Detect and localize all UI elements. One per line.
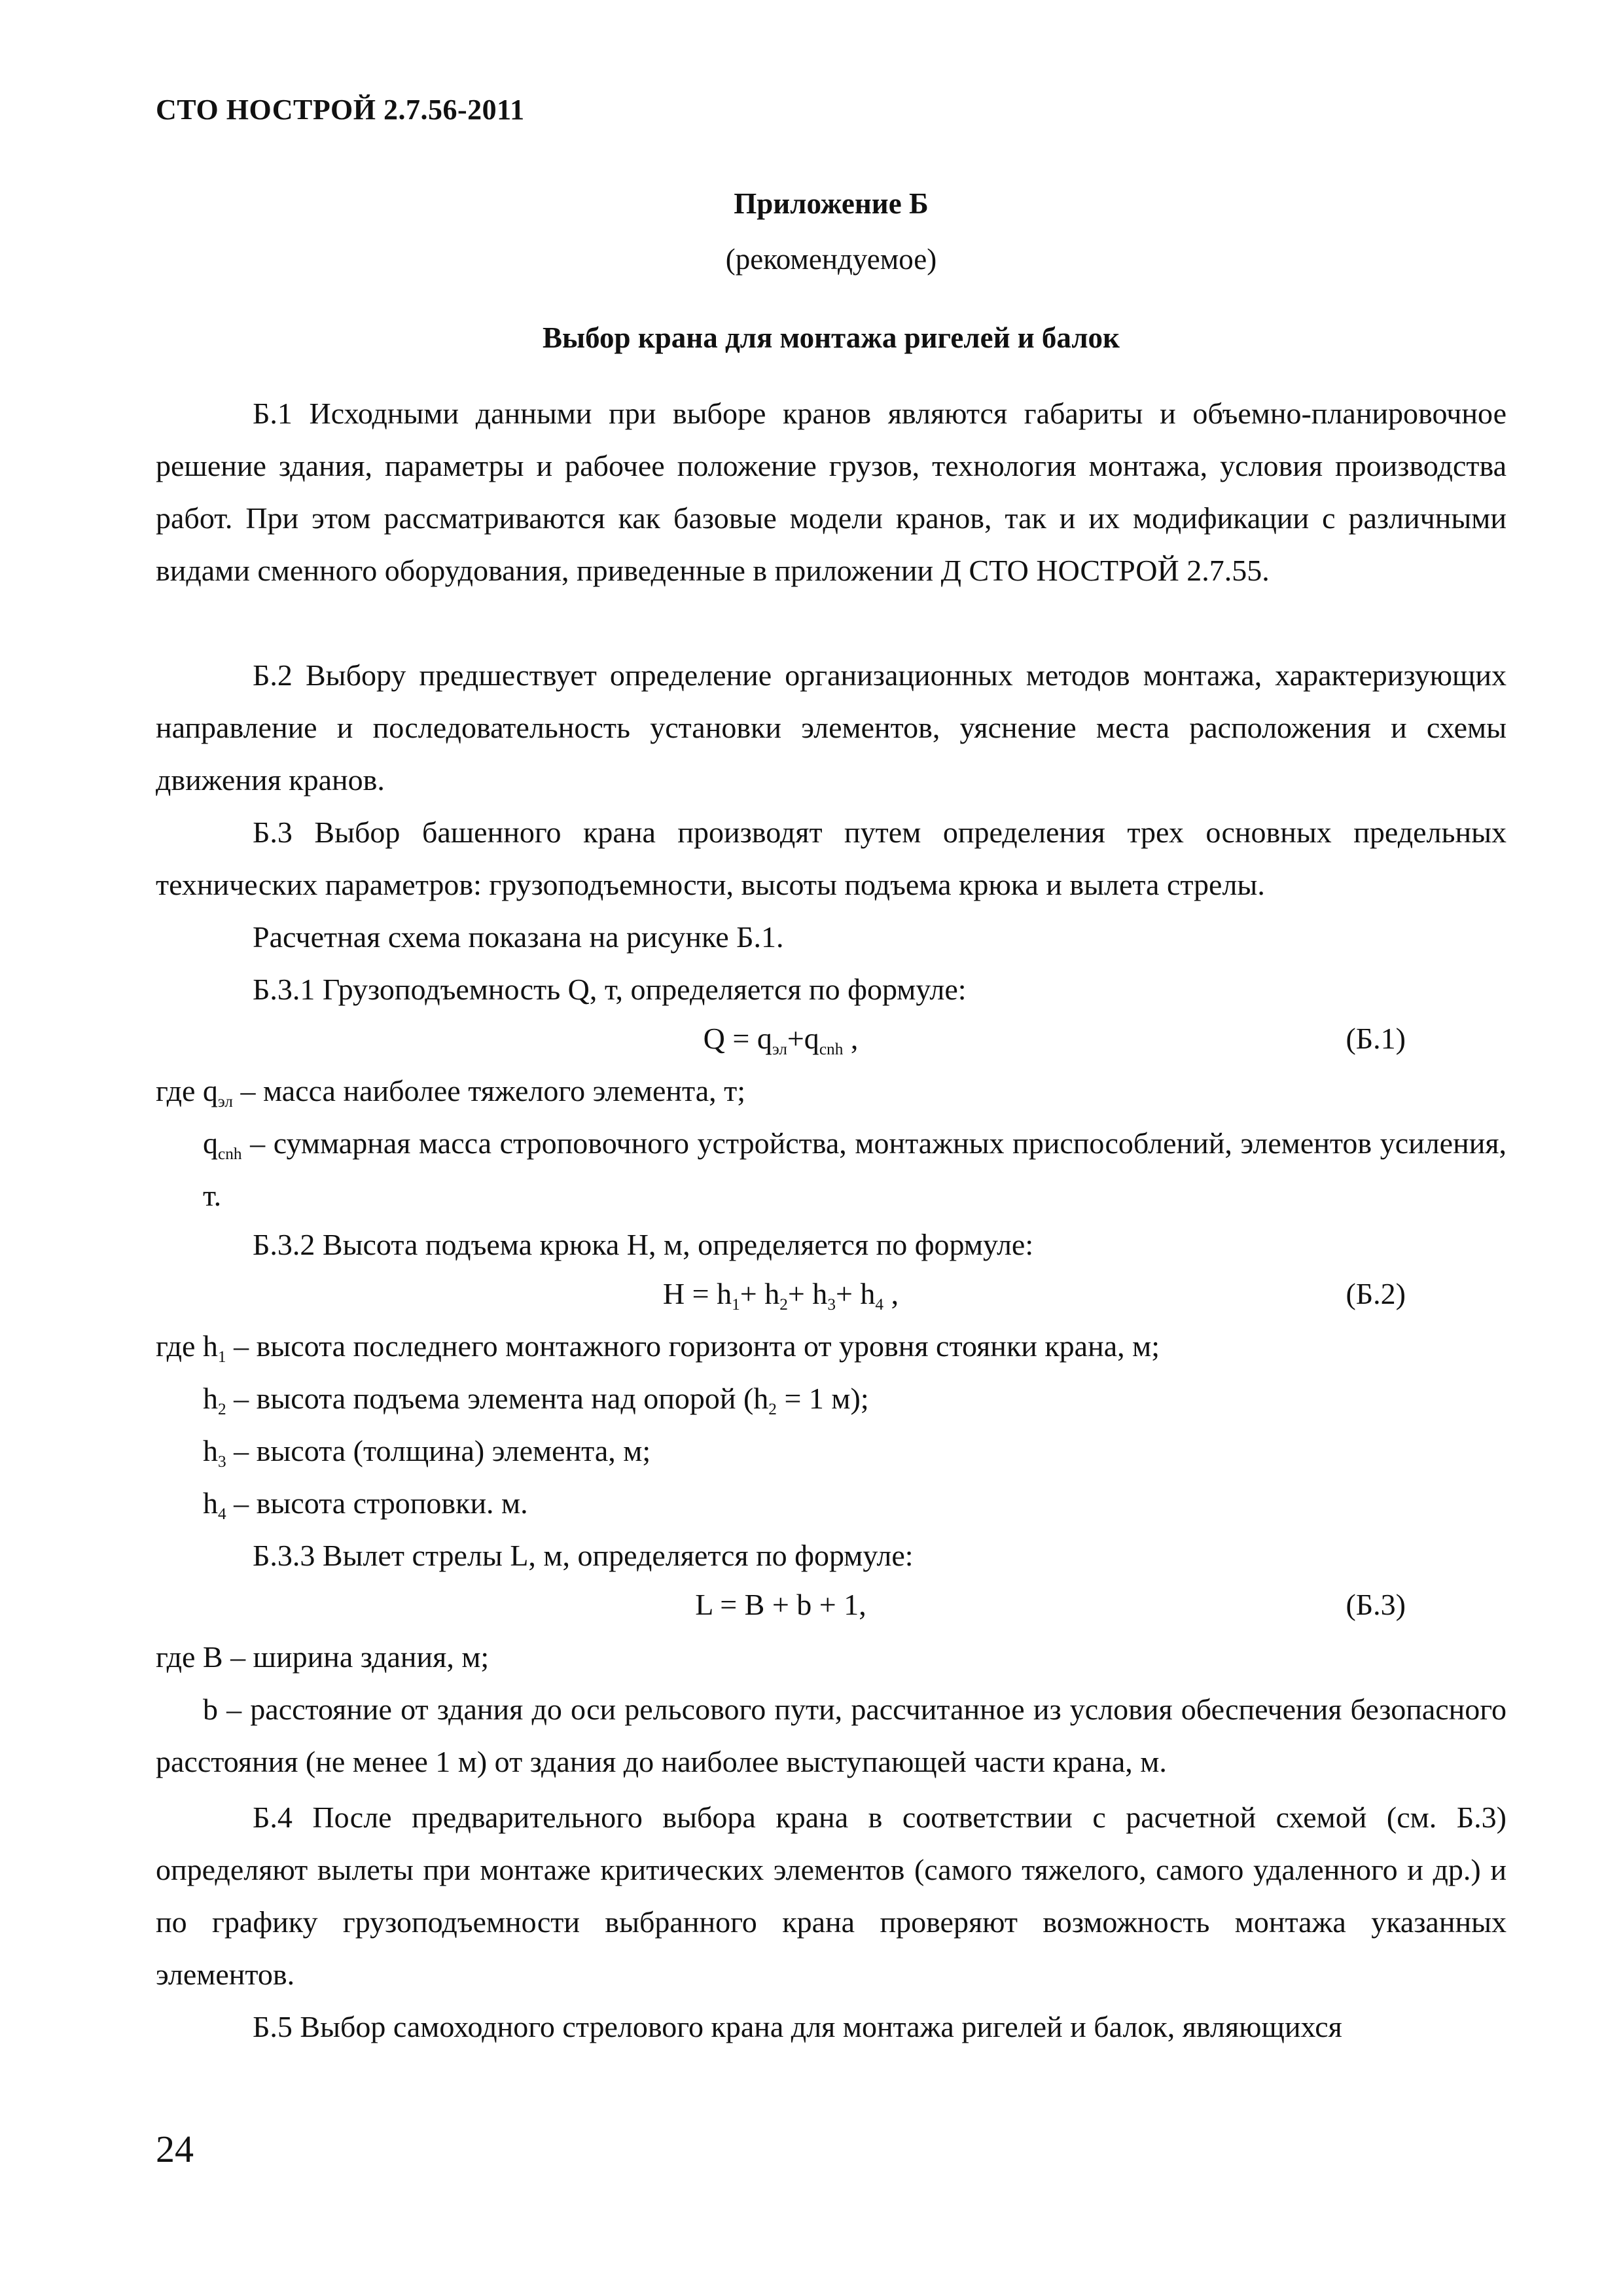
paragraph-b3-2: Б.3.2 Высота подъема крюка H, м, определяется по формуле: xyxy=(253,1228,1034,1261)
definition-b: b – расстояние от здания до оси рельсового пути, рассчитанное из условия обеспечения безопасного расстояния (не менее 1 м) от здания до наиболее выступающей части крана, м. xyxy=(156,1693,1507,1778)
definition-B: где B – ширина здания, м; xyxy=(156,1640,490,1674)
appendix-subtitle: (рекомендуемое) xyxy=(725,243,937,276)
formula-b1-number: (Б.1) xyxy=(1346,1022,1406,1055)
paragraph-b4: Б.4 После предварительного выбора крана в соответствии с расчетной схемой (см. Б.3) определяют вылеты при монтаже критических элементов (самого тяжелого, самого удаленного и др.) и по графику грузоподъемности выбранного крана проверяют возможность монтажа указанных элементов. xyxy=(156,1801,1507,1991)
document-header: СТО НОСТРОЙ 2.7.56-2011 xyxy=(156,94,525,126)
paragraph-b2: Б.2 Выбору предшествует определение организационных методов монтажа, характеризующих направление и последовательность установки элементов, уяснение места расположения и схемы движения кранов. xyxy=(156,658,1507,797)
paragraph-b3: Б.3 Выбор башенного крана производят путем определения трех основных предельных технических параметров: грузоподъемности, высоты подъема крюка и вылета стрелы. xyxy=(156,816,1507,901)
section-title: Выбор крана для монтажа ригелей и балок xyxy=(542,321,1120,354)
definition-h3: $h_3$ – высота (толщина) элемента, м; xyxy=(203,1434,651,1471)
paragraph-b5: Б.5 Выбор самоходного стрелового крана для монтажа ригелей и балок, являющихся xyxy=(253,2010,1342,2043)
paragraph-b1: Б.1 Исходными данными при выборе кранов являются габариты и объемно-планировочное решение здания, параметры и рабочее положение грузов, технология монтажа, условия производства работ. При этом рассматриваются как базовые модели кранов, так и их модификации с различными видами сменного оборудования, приведенные в приложении Д СТО НОСТРОЙ 2.7.55. xyxy=(156,397,1507,587)
definition-h4: $h_4$ – высота строповки. м. xyxy=(203,1486,528,1523)
formula-b2-number: (Б.2) xyxy=(1346,1277,1406,1310)
definition-q-el: где $q_{эл}$ – масса наиболее тяжелого элемента, т; xyxy=(156,1074,746,1111)
definition-q-cnh: $q_{cnh}$ – суммарная масса строповочного устройства, монтажных приспособлений, элементов усиления, т. xyxy=(203,1126,1507,1212)
paragraph-b3-1: Б.3.1 Грузоподъемность Q, т, определяется по формуле: xyxy=(253,973,967,1006)
formula-b1-expression: $Q = q_{эл}+q_{cnh}$ , xyxy=(703,1022,859,1058)
definition-h1: где $h_1$ – высота последнего монтажного горизонта от уровня стоянки крана, м; xyxy=(156,1329,1160,1366)
formula-b2-expression: $H = h_1+ h_2+ h_3+ h_4$ , xyxy=(662,1277,899,1314)
paragraph-b3-3: Б.3.3 Вылет стрелы L, м, определяется по формуле: xyxy=(253,1539,914,1572)
formula-b3-number: (Б.3) xyxy=(1346,1588,1406,1621)
page-number: 24 xyxy=(156,2128,194,2170)
definition-h2: $h_2$ – высота подъема элемента над опорой ($h_2 = 1$ м); xyxy=(203,1382,869,1418)
formula-b3-expression: L = B + b + 1, xyxy=(695,1588,866,1621)
paragraph-scheme-ref: Расчетная схема показана на рисунке Б.1. xyxy=(253,920,784,954)
appendix-title: Приложение Б xyxy=(734,187,929,220)
